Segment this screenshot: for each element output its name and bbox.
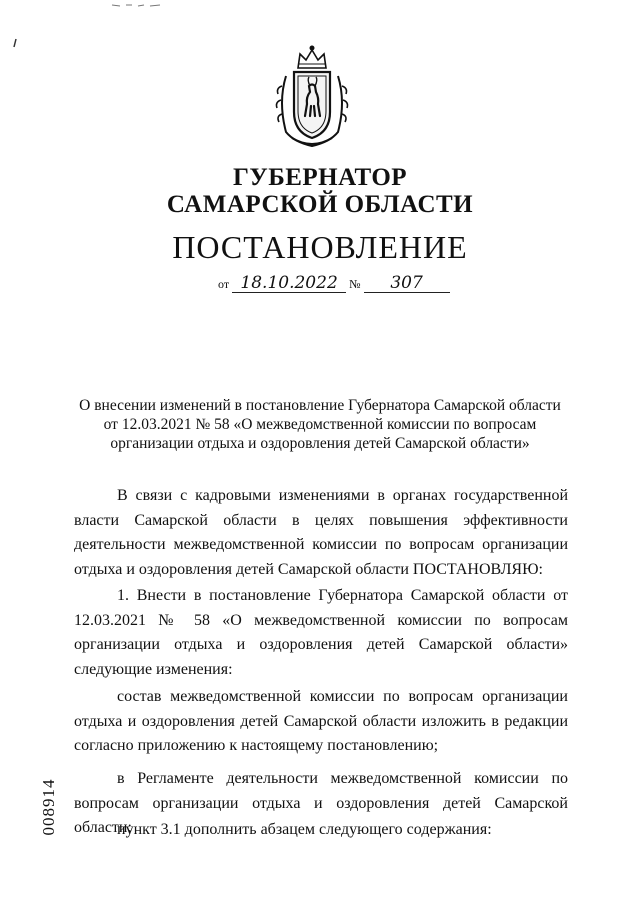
side-stamp-number: 008914 <box>39 778 58 836</box>
body-paragraph: состав межведомственной комиссии по вопросам организации отдыха и оздоровления детей Самарской области изложить в редакции согласно приложению к настоящему постановлению; <box>74 688 568 754</box>
body-paragraph: В связи с кадровыми изменениями в органах государственной власти Самарской области в целях повышения эффективности деятельности межведомственной комиссии по вопросам организации отдыха и оздоровления детей Самарской области ПОСТАНОВЛЯЮ: <box>74 487 568 578</box>
subject-line: О внесении изменений в постановление Губернатора Самарской области <box>79 397 561 414</box>
document-type: ПОСТАНОВЛЕНИЕ <box>172 229 468 265</box>
body-paragraph: 1. Внести в постановление Губернатора Самарской области от 12.03.2021 № 58 «О межведомственной комиссии по вопросам организации отдыха и оздоровления детей Самарской области» следующие изменения: <box>74 587 568 678</box>
date-value: 18.10.2022 <box>232 274 346 293</box>
date-prefix: от <box>218 277 230 291</box>
document-number: 307 <box>364 274 450 293</box>
authority-title: ГУБЕРНАТОР <box>232 164 408 191</box>
body-paragraph: пункт 3.1 дополнить абзацем следующего содержания: <box>117 821 492 838</box>
subject-line: от 12.03.2021 № 58 «О межведомственной комиссии по вопросам <box>103 416 537 433</box>
subject-line: организации отдыха и оздоровления детей Самарской области» <box>110 435 530 452</box>
authority-region: САМАРСКОЙ ОБЛАСТИ <box>166 191 474 218</box>
body-paragraph: в Регламенте деятельности межведомственной комиссии по вопросам организации отдыха и оздоровления детей Самарской области: <box>74 770 568 836</box>
scan-mark <box>110 2 164 8</box>
date-number-line <box>218 273 450 295</box>
samara-coat-of-arms-icon <box>272 42 352 152</box>
scan-mark <box>12 38 18 48</box>
document-subject <box>70 396 570 453</box>
number-prefix: № <box>349 277 361 291</box>
